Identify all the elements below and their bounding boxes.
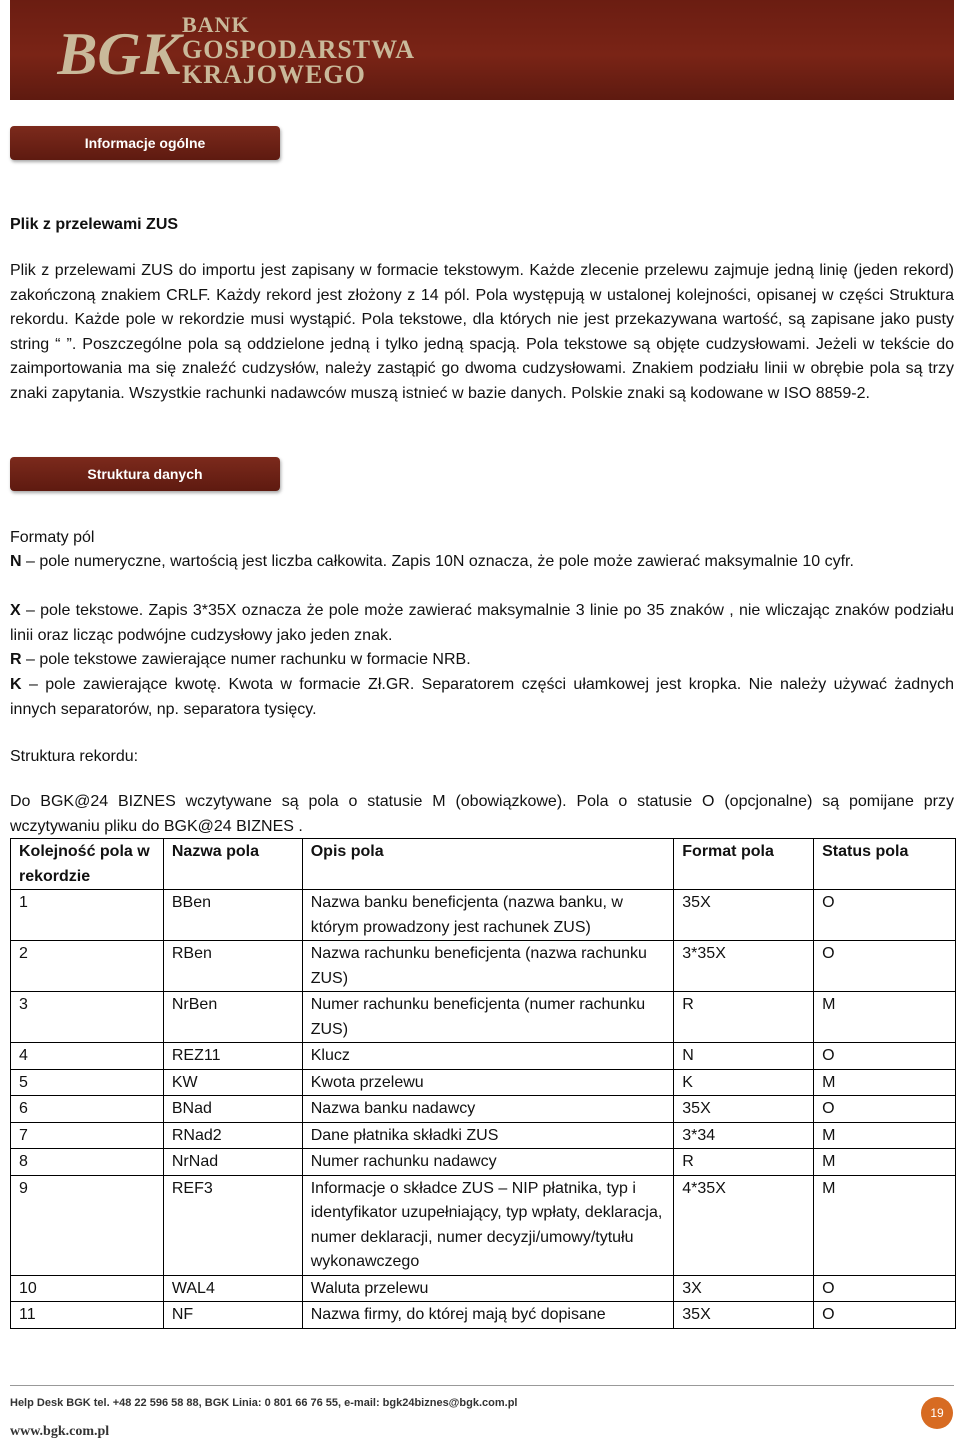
format-r-key: R: [10, 651, 22, 668]
page-number-badge: 19: [921, 1397, 953, 1429]
cell-format: 3*34: [674, 1122, 814, 1149]
cell-order: 3: [11, 992, 164, 1043]
format-r-definition: [10, 648, 954, 673]
cell-name: NrNad: [163, 1149, 302, 1176]
cell-format: 4*35X: [674, 1175, 814, 1275]
formats-heading: Formaty pól: [10, 529, 95, 546]
cell-description: Nazwa banku nadawcy: [302, 1096, 674, 1123]
cell-format: K: [674, 1069, 814, 1096]
cell-status: O: [814, 1275, 956, 1302]
cell-description: Informacje o składce ZUS – NIP płatnika, typ i identyfikator uzupełniający, typ wpłaty, deklaracja, numer deklaracji, numer decyzji/umowy/tytułu wykonawczego: [302, 1175, 674, 1275]
cell-status: O: [814, 1043, 956, 1070]
cell-name: RNad2: [163, 1122, 302, 1149]
table-row: [11, 1175, 956, 1275]
cell-status: M: [814, 1149, 956, 1176]
cell-status: O: [814, 1302, 956, 1329]
cell-description: Klucz: [302, 1043, 674, 1070]
cell-format: R: [674, 1149, 814, 1176]
cell-description: Dane płatnika składki ZUS: [302, 1122, 674, 1149]
section-header-structure: Struktura danych: [10, 457, 280, 491]
cell-order: 6: [11, 1096, 164, 1123]
table-row: [11, 890, 956, 941]
cell-description: Kwota przelewu: [302, 1069, 674, 1096]
cell-name: BBen: [163, 890, 302, 941]
bank-name-line3: KRAJOWEGO: [182, 60, 366, 89]
bank-name-line2: GOSPODARSTWA: [182, 35, 416, 64]
format-k-definition: [10, 673, 954, 722]
format-k-text: – pole zawierające kwotę. Kwota w formacie Zł.GR. Separatorem części ułamkowej jest kropka. Nie należy używać żadnych innych separatorów, np. separatora tysięcy.: [10, 676, 954, 718]
cell-description: Numer rachunku beneficjenta (numer rachunku ZUS): [302, 992, 674, 1043]
footer-website-link[interactable]: www.bgk.com.pl: [10, 1424, 110, 1439]
cell-format: 35X: [674, 890, 814, 941]
format-n-definition: [10, 550, 954, 575]
cell-format: N: [674, 1043, 814, 1070]
general-title: Plik z przelewami ZUS: [10, 216, 179, 233]
cell-name: WAL4: [163, 1275, 302, 1302]
cell-description: Nazwa firmy, do której mają być dopisane: [302, 1302, 674, 1329]
cell-order: 10: [11, 1275, 164, 1302]
cell-order: 4: [11, 1043, 164, 1070]
column-header-description: Opis pola: [302, 839, 674, 890]
header-banner: [10, 0, 954, 100]
table-row: [11, 1275, 956, 1302]
bank-name-line1: BANK: [182, 12, 250, 37]
format-r-text: – pole tekstowe zawierające numer rachunku w formacie NRB.: [21, 651, 471, 668]
cell-name: KW: [163, 1069, 302, 1096]
table-row: [11, 1069, 956, 1096]
cell-format: 35X: [674, 1096, 814, 1123]
table-header-row: [11, 839, 956, 890]
cell-status: M: [814, 1069, 956, 1096]
cell-order: 11: [11, 1302, 164, 1329]
cell-format: 3X: [674, 1275, 814, 1302]
format-n-text: – pole numeryczne, wartością jest liczba całkowita. Zapis 10N oznacza, że pole może zawierać maksymalnie 10 cyfr.: [21, 553, 854, 570]
cell-order: 7: [11, 1122, 164, 1149]
cell-name: REZ11: [163, 1043, 302, 1070]
cell-order: 5: [11, 1069, 164, 1096]
footer-contact: Help Desk BGK tel. +48 22 596 58 88, BGK Linia: 0 801 66 76 55, e-mail: bgk24biznes@bgk.com.pl: [10, 1397, 518, 1409]
format-x-text: – pole tekstowe. Zapis 3*35X oznacza że pole może zawierać maksymalnie 3 linie po 35 znaków , nie wliczając znaków podziału linii oraz licząc podwójne cudzysłowy jako jeden znak.: [10, 602, 954, 644]
format-x-key: X: [10, 602, 21, 619]
section-header-general: Informacje ogólne: [10, 126, 280, 160]
table-row: [11, 1302, 956, 1329]
cell-name: NF: [163, 1302, 302, 1329]
cell-name: RBen: [163, 941, 302, 992]
column-header-order: Kolejność pola w rekordzie: [11, 839, 164, 890]
format-x-definition: [10, 599, 954, 648]
cell-order: 8: [11, 1149, 164, 1176]
table-row: [11, 1149, 956, 1176]
table-row: [11, 992, 956, 1043]
cell-description: Waluta przelewu: [302, 1275, 674, 1302]
cell-status: O: [814, 890, 956, 941]
cell-description: Nazwa banku beneficjenta (nazwa banku, w którym prowadzony jest rachunek ZUS): [302, 890, 674, 941]
cell-order: 9: [11, 1175, 164, 1275]
cell-status: M: [814, 992, 956, 1043]
record-intro: Do BGK@24 BIZNES wczytywane są pola o statusie M (obowiązkowe). Pola o statusie O (opcjonalne) są pomijane przy wczytywaniu pliku do BGK@24 BIZNES .: [10, 793, 954, 835]
cell-format: R: [674, 992, 814, 1043]
table-row: [11, 1096, 956, 1123]
bank-name: [182, 12, 415, 87]
column-header-format: Format pola: [674, 839, 814, 890]
table-row: [11, 1043, 956, 1070]
record-structure-table: [10, 838, 956, 1329]
cell-order: 2: [11, 941, 164, 992]
cell-status: M: [814, 1175, 956, 1275]
cell-description: Nazwa rachunku beneficjenta (nazwa rachunku ZUS): [302, 941, 674, 992]
cell-status: M: [814, 1122, 956, 1149]
cell-status: O: [814, 1096, 956, 1123]
table-row: [11, 941, 956, 992]
record-heading: Struktura rekordu:: [10, 748, 139, 765]
cell-name: REF3: [163, 1175, 302, 1275]
cell-format: 35X: [674, 1302, 814, 1329]
column-header-status: Status pola: [814, 839, 956, 890]
cell-description: Numer rachunku nadawcy: [302, 1149, 674, 1176]
cell-name: BNad: [163, 1096, 302, 1123]
footer-divider: [10, 1385, 954, 1386]
column-header-name: Nazwa pola: [163, 839, 302, 890]
cell-name: NrBen: [163, 992, 302, 1043]
format-k-key: K: [10, 676, 22, 693]
bgk-logo-icon: [57, 12, 181, 88]
format-n-key: N: [10, 553, 22, 570]
cell-format: 3*35X: [674, 941, 814, 992]
general-paragraph: Plik z przelewami ZUS do importu jest zapisany w formacie tekstowym. Każde zlecenie przelewu zajmuje jedną linię (jeden rekord) zakończoną znakiem CRLF. Każdy rekord jest złożony z 14 pól. Pola występują w ustalonej kolejności, opisanej w części Struktura rekordu. Każde pole w rekordzie musi wystąpić. Pola tekstowe, dla których nie jest przekazywana wartość, są zapisane jako pusty string “ ”. Poszczególne pola są oddzielone jedną i tylko jedną spacją. Pola tekstowe są objęte cudzysłowami. Jeżeli w tekście do zaimportowania ma się znaleźć cudzysłów, należy zastąpić go dwoma cudzysłowami. Znakiem podziału linii w obrębie pola są trzy znaki zapytania. Wszystkie rachunki nadawców muszą istnieć w bazie danych. Polskie znaki są kodowane w ISO 8859-2.: [10, 262, 954, 402]
cell-order: 1: [11, 890, 164, 941]
cell-status: O: [814, 941, 956, 992]
table-row: [11, 1122, 956, 1149]
svg-text:BGK: BGK: [57, 21, 181, 87]
